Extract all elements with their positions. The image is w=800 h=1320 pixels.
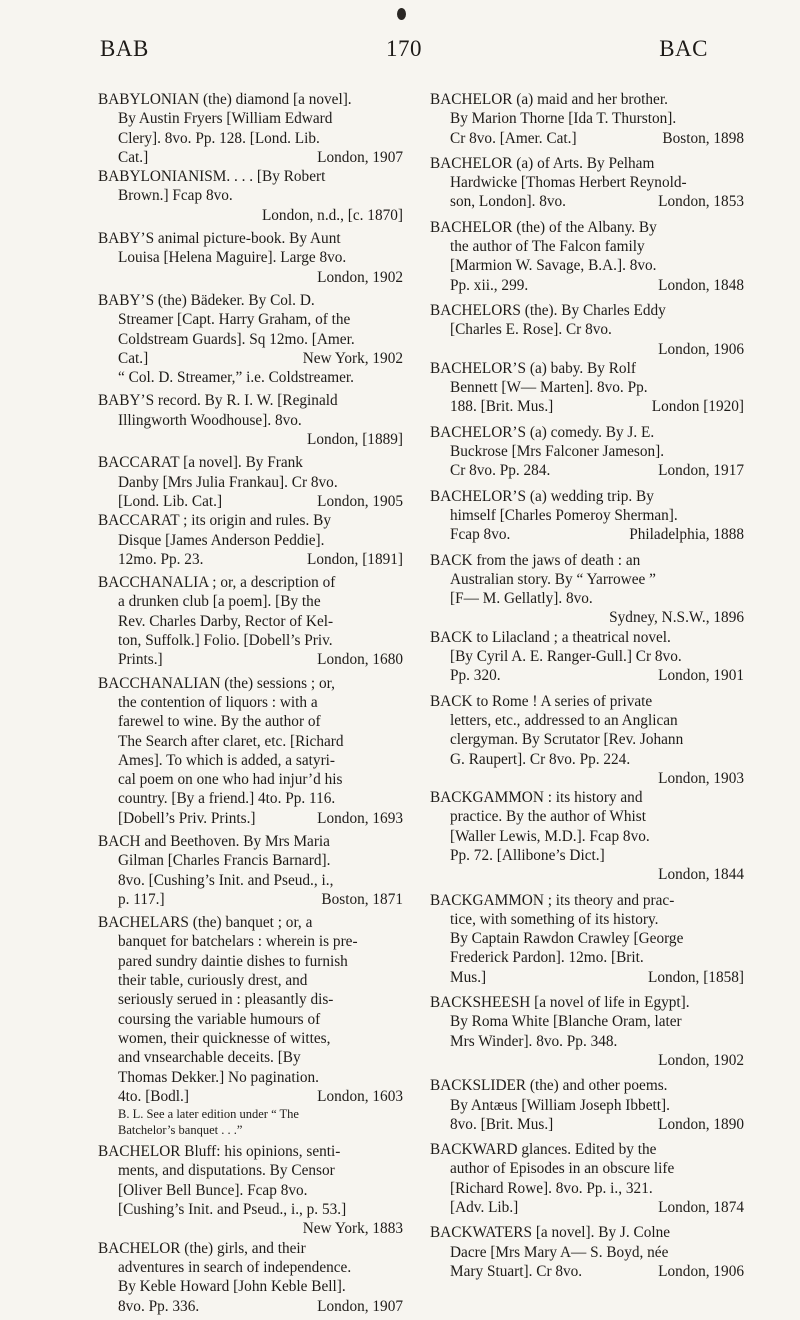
entry-line: [430, 192, 744, 211]
entry-line: [98, 167, 403, 186]
entry-text: By Roma White [Blanche Oram, later: [450, 1013, 682, 1031]
entry-text: BACCARAT ; its origin and rules. By: [98, 512, 332, 530]
entry-line: [430, 1262, 744, 1281]
entry-text: letters, etc., addressed to an Anglican: [450, 711, 678, 729]
entry-line: [430, 807, 744, 826]
entry-line: [430, 666, 744, 685]
entry-line: [98, 990, 403, 1009]
entry-text: Pp. 320.: [450, 667, 501, 685]
entry-line: [98, 291, 403, 310]
entry-imprint: London, 1902: [658, 1051, 744, 1069]
entry-line: [430, 769, 744, 788]
entry-text: BACHELOR’S (a) comedy. By J. E.: [430, 423, 655, 441]
entry-text: Illingworth Woodhouse]. 8vo.: [118, 411, 302, 429]
entry-text: Louisa [Helena Maguire]. Large 8vo.: [118, 249, 347, 267]
entry-text: By Captain Rawdon Crawley [George: [450, 930, 684, 948]
entry-line: [430, 827, 744, 846]
entry-text: pared sundry daintie dishes to furnish: [118, 952, 348, 970]
entry-line: [98, 248, 403, 267]
entry-text: Disque [James Anderson Peddie].: [118, 531, 325, 549]
entry-text: Clery]. 8vo. Pp. 128. [Lond. Lib.: [118, 129, 320, 147]
entry-line: [98, 1258, 403, 1277]
entry-line: [430, 487, 744, 506]
bibliography-entry: [98, 291, 403, 387]
bibliography-entry: [98, 832, 403, 909]
entry-line: [98, 1068, 403, 1087]
entry-line: [98, 1239, 403, 1258]
entry-line: [98, 1277, 403, 1296]
entry-imprint: London, 1844: [658, 866, 744, 884]
entry-line: [430, 628, 744, 647]
entry-text: Coldstream Guards]. Sq 12mo. [Amer.: [118, 330, 355, 348]
entry-text: practice. By the author of Whist: [450, 808, 646, 826]
entry-line: [430, 359, 744, 378]
entry-line: [98, 631, 403, 650]
entry-line: [98, 913, 403, 932]
entry-imprint: London, [1891]: [306, 550, 403, 568]
bibliography-entry: [430, 551, 744, 686]
entry-imprint: London, 1905: [317, 492, 403, 510]
entry-line: [430, 891, 744, 910]
entry-text: Buckrose [Mrs Falconer Jameson].: [450, 443, 665, 461]
entry-imprint: New York, 1902: [302, 349, 403, 367]
entry-text: BACHELOR (the) girls, and their: [98, 1239, 306, 1257]
entry-line: [430, 173, 744, 192]
entry-text: BACCHANALIAN (the) sessions ; or,: [98, 674, 335, 692]
entry-text: himself [Charles Pomeroy Sherman].: [450, 506, 678, 524]
entry-text: BACKGAMMON : its history and: [430, 789, 643, 807]
entry-line: [430, 461, 744, 480]
entry-line: [430, 1096, 744, 1115]
entry-text: [Cushing’s Init. and Pseud., i., p. 53.]: [118, 1201, 347, 1219]
bibliography-entry: [430, 487, 744, 545]
entry-imprint: London, 1903: [658, 769, 744, 787]
entry-line: [98, 492, 403, 511]
entry-text: BACHELOR (the) of the Albany. By: [430, 218, 657, 236]
bibliography-entry: [430, 423, 744, 481]
entry-line: [98, 411, 403, 430]
entry-text: [F— M. Gellatly]. 8vo.: [450, 590, 593, 608]
entry-text: [Charles E. Rose]. Cr 8vo.: [450, 321, 612, 339]
entry-text: [Waller Lewis, M.D.]. Fcap 8vo.: [450, 827, 650, 845]
entry-line: [430, 692, 744, 711]
entry-text: 12mo. Pp. 23.: [118, 550, 204, 568]
entry-line: [98, 650, 403, 669]
entry-imprint: New York, 1883: [302, 1220, 403, 1238]
entry-text: Mary Stuart]. Cr 8vo.: [450, 1262, 583, 1280]
entry-line: [98, 473, 403, 492]
entry-imprint: London, 1907: [317, 1297, 403, 1315]
entry-line: [430, 256, 744, 275]
entry-line: [98, 1048, 403, 1067]
entry-line: [98, 1010, 403, 1029]
bibliography-entry: [98, 90, 403, 225]
entry-imprint: London [1920]: [651, 398, 744, 416]
entry-line: [430, 910, 744, 929]
entry-line: [98, 732, 403, 751]
entry-line: [430, 1198, 744, 1217]
entry-line: [98, 268, 403, 287]
entry-line: [430, 589, 744, 608]
entry-line: [98, 1161, 403, 1180]
entry-line: [98, 330, 403, 349]
entry-line: [98, 90, 403, 109]
entry-text: the contention of liquors : with a: [118, 693, 318, 711]
running-header: [100, 36, 708, 66]
entry-text: BACKWARD glances. Edited by the: [430, 1141, 657, 1159]
entry-text: clergyman. By Scrutator [Rev. Johann: [450, 731, 684, 749]
entry-line: [430, 570, 744, 589]
entry-text: BACHELOR (a) of Arts. By Pelham: [430, 154, 655, 172]
ink-dot: [397, 8, 406, 20]
entry-imprint: London, 1902: [317, 268, 403, 286]
entry-imprint: London, 1693: [317, 809, 403, 827]
entry-line: [98, 1297, 403, 1316]
entry-line: [430, 340, 744, 359]
entry-text: By Marion Thorne [Ida T. Thurston].: [450, 110, 677, 128]
bibliography-entry: [430, 1140, 744, 1217]
bibliography-entry: [430, 1223, 744, 1281]
entry-line: [98, 1142, 403, 1161]
entry-imprint: Boston, 1898: [662, 129, 744, 147]
entry-text: Cat.]: [118, 148, 149, 166]
entry-line: [430, 788, 744, 807]
entry-imprint: London, 1890: [658, 1115, 744, 1133]
entry-line: [430, 442, 744, 461]
entry-line: [98, 368, 403, 387]
entry-imprint: London, [1889]: [306, 431, 403, 449]
entry-line: [98, 186, 403, 205]
entry-line: [98, 809, 403, 828]
entry-text: Danby [Mrs Julia Frankau]. Cr 8vo.: [118, 473, 338, 491]
entry-text: BACKGAMMON ; its theory and prac-: [430, 891, 675, 909]
entry-line: [98, 693, 403, 712]
entry-text: BABYLONIANISM. . . . [By Robert: [98, 168, 326, 186]
entry-text: B. L. See a later edition under “ The: [118, 1107, 299, 1122]
bibliography-entry: [430, 692, 744, 885]
entry-text: tice, with something of its history.: [450, 910, 659, 928]
entry-line: [98, 310, 403, 329]
entry-text: son, London]. 8vo.: [450, 193, 566, 211]
entry-imprint: Sydney, N.S.W., 1896: [609, 609, 744, 627]
entry-text: BACHELORS (the). By Charles Eddy: [430, 301, 666, 319]
entry-text: “ Col. D. Streamer,” i.e. Coldstreamer.: [118, 369, 354, 387]
entry-text: adventures in search of independence.: [118, 1258, 352, 1276]
entry-line: [98, 109, 403, 128]
entry-line: [430, 1243, 744, 1262]
entry-line: [430, 968, 744, 987]
entry-text: [By Cyril A. E. Ranger-Gull.] Cr 8vo.: [450, 648, 682, 666]
entry-text: 4to. [Bodl.]: [118, 1087, 189, 1105]
entry-line: [98, 453, 403, 472]
entry-imprint: London, [1858]: [647, 968, 744, 986]
entry-line: [98, 890, 403, 909]
entry-line: [430, 1076, 744, 1095]
entry-text: G. Raupert]. Cr 8vo. Pp. 224.: [450, 750, 631, 768]
entry-imprint: London, n.d., [c. 1870]: [261, 206, 403, 224]
entry-line: [98, 592, 403, 611]
entry-line: [430, 129, 744, 148]
entry-text: Australian story. By “ Yarrowee ”: [450, 570, 656, 588]
entry-text: BACK to Lilacland ; a theatrical novel.: [430, 628, 671, 646]
entry-text: Cr 8vo. Pp. 284.: [450, 462, 551, 480]
entry-text: [Oliver Bell Bunce]. Fcap 8vo.: [118, 1181, 308, 1199]
entry-line: [430, 948, 744, 967]
entry-line: [98, 511, 403, 530]
entry-text: country. [By a friend.] 4to. Pp. 116.: [118, 790, 336, 808]
entry-text: Gilman [Charles Francis Barnard].: [118, 852, 331, 870]
header-left: BAB: [100, 36, 149, 61]
entry-text: their table, curiously drest, and: [118, 972, 308, 990]
entry-line: [98, 550, 403, 569]
entry-text: Cat.]: [118, 349, 149, 367]
bibliography-entry: [98, 674, 403, 828]
entry-text: BACK to Rome ! A series of private: [430, 692, 653, 710]
entry-text: [Lond. Lib. Cat.]: [118, 492, 223, 510]
entry-imprint: London, 1906: [658, 1262, 744, 1280]
entry-line: [98, 391, 403, 410]
entry-line: [430, 647, 744, 666]
entry-text: 188. [Brit. Mus.]: [450, 398, 554, 416]
entry-text: Frederick Pardon]. 12mo. [Brit.: [450, 949, 644, 967]
entry-imprint: Boston, 1871: [321, 890, 403, 908]
entry-text: Mrs Winder]. 8vo. Pp. 348.: [450, 1032, 618, 1050]
entry-line: [430, 1051, 744, 1070]
entry-line: [430, 730, 744, 749]
entry-text: Mus.]: [450, 968, 487, 986]
bibliography-entry: [430, 90, 744, 148]
entry-line: [430, 1223, 744, 1242]
bibliography-entry: [430, 1076, 744, 1134]
entry-text: Batchelor’s banquet . . .”: [118, 1123, 243, 1138]
entry-line: [430, 1140, 744, 1159]
entry-line: [98, 1087, 403, 1106]
entry-line: [98, 674, 403, 693]
entry-imprint: London, 1901: [658, 667, 744, 685]
entry-line: [430, 525, 744, 544]
entry-text: a drunken club [a poem]. [By the: [118, 593, 321, 611]
entry-text: BACHELOR’S (a) baby. By Rolf: [430, 359, 636, 377]
entry-line: [98, 851, 403, 870]
entry-line: [98, 751, 403, 770]
entry-line: [430, 1115, 744, 1134]
entry-line: [430, 276, 744, 295]
entry-text: BACKSLIDER (the) and other poems.: [430, 1077, 668, 1095]
entry-text: BABY’S animal picture-book. By Aunt: [98, 230, 341, 248]
entry-line: [98, 148, 403, 167]
entry-imprint: London, 1917: [658, 462, 744, 480]
entry-text: BABY’S (the) Bädeker. By Col. D.: [98, 291, 315, 309]
entry-imprint: London, 1907: [317, 148, 403, 166]
entry-imprint: London, 1680: [317, 651, 403, 669]
entry-line: [98, 1181, 403, 1200]
entry-line: [98, 952, 403, 971]
entry-text: 8vo. [Cushing’s Init. and Pseud., i.,: [118, 871, 334, 889]
entry-line: [430, 90, 744, 109]
entry-text: Bennett [W— Marten]. 8vo. Pp.: [450, 379, 648, 397]
entry-line: [430, 237, 744, 256]
entry-text: By Antæus [William Joseph Ibbett].: [450, 1096, 670, 1114]
entry-line: [430, 109, 744, 128]
entry-line: [430, 397, 744, 416]
entry-imprint: London, 1848: [658, 276, 744, 294]
entry-line: [98, 1029, 403, 1048]
entry-text: banquet for batchelars : wherein is pre-: [118, 933, 358, 951]
entry-text: BACHELOR (a) maid and her brother.: [430, 91, 668, 108]
entry-text: Fcap 8vo.: [450, 526, 511, 544]
entry-text: ments, and disputations. By Censor: [118, 1162, 335, 1180]
entry-line: [98, 971, 403, 990]
entry-line: [430, 1032, 744, 1051]
entry-text: [Dobell’s Priv. Prints.]: [118, 809, 256, 827]
entry-text: BABYLONIAN (the) diamond [a novel].: [98, 91, 352, 108]
entry-line: [430, 506, 744, 525]
entry-text: the author of The Falcon family: [450, 238, 645, 256]
entry-line: [98, 832, 403, 851]
entry-line: [430, 551, 744, 570]
entry-text: Dacre [Mrs Mary A— S. Boyd, née: [450, 1243, 669, 1261]
entry-line: [430, 1159, 744, 1178]
entry-text: coursing the variable humours of: [118, 1010, 321, 1028]
entry-line: [430, 929, 744, 948]
entry-line: [98, 1106, 403, 1122]
entry-imprint: London, 1906: [658, 340, 744, 358]
entry-text: By Austin Fryers [William Edward: [118, 110, 333, 128]
entry-text: Prints.]: [118, 651, 163, 669]
bibliography-entry: [430, 154, 744, 212]
bibliography-entry: [98, 229, 403, 287]
entry-line: [430, 301, 744, 320]
entry-text: cal poem on one who had injur’d his: [118, 771, 343, 789]
bibliography-entry: [98, 391, 403, 449]
entry-imprint: Philadelphia, 1888: [629, 526, 744, 544]
entry-line: [98, 573, 403, 592]
entry-line: [98, 229, 403, 248]
entry-line: [98, 1122, 403, 1138]
entry-line: [98, 206, 403, 225]
entry-line: [98, 932, 403, 951]
entry-line: [98, 1219, 403, 1238]
entry-line: [430, 711, 744, 730]
entry-line: [430, 608, 744, 627]
entry-text: [Marmion W. Savage, B.A.]. 8vo.: [450, 257, 657, 275]
entry-imprint: London, 1603: [317, 1087, 403, 1105]
entry-text: author of Episodes in an obscure life: [450, 1160, 675, 1178]
entry-text: Streamer [Capt. Harry Graham, of the: [118, 311, 351, 329]
entry-text: 8vo. [Brit. Mus.]: [450, 1115, 554, 1133]
entry-text: [Richard Rowe]. 8vo. Pp. i., 321.: [450, 1179, 653, 1197]
entry-text: Thomas Dekker.] No pagination.: [118, 1068, 319, 1086]
entry-line: [98, 712, 403, 731]
bibliography-entry: [430, 301, 744, 417]
entry-line: [98, 770, 403, 789]
header-right: BAC: [659, 36, 708, 61]
entry-line: [98, 531, 403, 550]
bibliography-entry: [98, 913, 403, 1138]
entry-text: BACHELOR Bluff: his opinions, senti-: [98, 1143, 341, 1161]
entry-line: [430, 993, 744, 1012]
bibliography-entry: [98, 573, 403, 669]
bibliography-entry: [430, 218, 744, 295]
bibliography-entry: [430, 891, 744, 987]
entry-text: and vnsearchable deceits. [By: [118, 1049, 301, 1067]
entry-text: Rev. Charles Darby, Rector of Kel-: [118, 612, 334, 630]
entry-line: [98, 430, 403, 449]
entry-text: farewel to wine. By the author of: [118, 713, 321, 731]
entry-line: [98, 1200, 403, 1219]
entry-text: Pp. xii., 299.: [450, 276, 529, 294]
entry-line: [430, 865, 744, 884]
entry-imprint: London, 1853: [658, 193, 744, 211]
entry-line: [430, 218, 744, 237]
entry-text: BACKSHEESH [a novel of life in Egypt].: [430, 994, 690, 1012]
entry-text: p. 117.]: [118, 890, 165, 908]
left-column: [98, 90, 403, 1320]
entry-line: [98, 871, 403, 890]
entry-text: [Adv. Lib.]: [450, 1199, 519, 1217]
entry-text: BACCARAT [a novel]. By Frank: [98, 454, 303, 472]
entry-text: BACCHANALIA ; or, a description of: [98, 574, 336, 592]
bibliography-entry: [98, 453, 403, 569]
entry-line: [430, 423, 744, 442]
entry-text: women, their quicknesse of wittes,: [118, 1029, 331, 1047]
entry-text: Pp. 72. [Allibone’s Dict.]: [450, 846, 605, 864]
entry-line: [98, 349, 403, 368]
entry-text: Hardwicke [Thomas Herbert Reynold-: [450, 174, 687, 192]
right-column: [430, 90, 744, 1287]
entry-text: The Search after claret, etc. [Richard: [118, 732, 344, 750]
entry-line: [430, 154, 744, 173]
entry-text: BACKWATERS [a novel]. By J. Colne: [430, 1224, 671, 1242]
entry-text: Brown.] Fcap 8vo.: [118, 187, 233, 205]
entry-text: 8vo. Pp. 336.: [118, 1297, 200, 1315]
entry-text: Cr 8vo. [Amer. Cat.]: [450, 129, 577, 147]
entry-line: [430, 320, 744, 339]
entry-text: BACHELOR’S (a) wedding trip. By: [430, 487, 654, 505]
entry-imprint: London, 1874: [658, 1199, 744, 1217]
entry-text: BACH and Beethoven. By Mrs Maria: [98, 832, 330, 850]
entry-line: [430, 1179, 744, 1198]
bibliography-entry: [98, 1142, 403, 1316]
entry-text: BACHELARS (the) banquet ; or, a: [98, 914, 313, 932]
entry-text: BACK from the jaws of death : an: [430, 551, 641, 569]
entry-text: By Keble Howard [John Keble Bell].: [118, 1278, 346, 1296]
entry-text: seriously serued in : pleasantly dis-: [118, 991, 334, 1009]
entry-line: [98, 789, 403, 808]
page-number: 170: [386, 36, 422, 61]
entry-text: ton, Suffolk.] Folio. [Dobell’s Priv.: [118, 632, 333, 650]
entry-text: BABY’S record. By R. I. W. [Reginald: [98, 392, 338, 410]
entry-line: [430, 378, 744, 397]
entry-line: [430, 846, 744, 865]
entry-text: Ames]. To which is added, a satyri-: [118, 751, 336, 769]
bibliography-entry: [430, 993, 744, 1070]
entry-line: [98, 612, 403, 631]
entry-line: [430, 750, 744, 769]
entry-line: [430, 1012, 744, 1031]
entry-line: [98, 129, 403, 148]
